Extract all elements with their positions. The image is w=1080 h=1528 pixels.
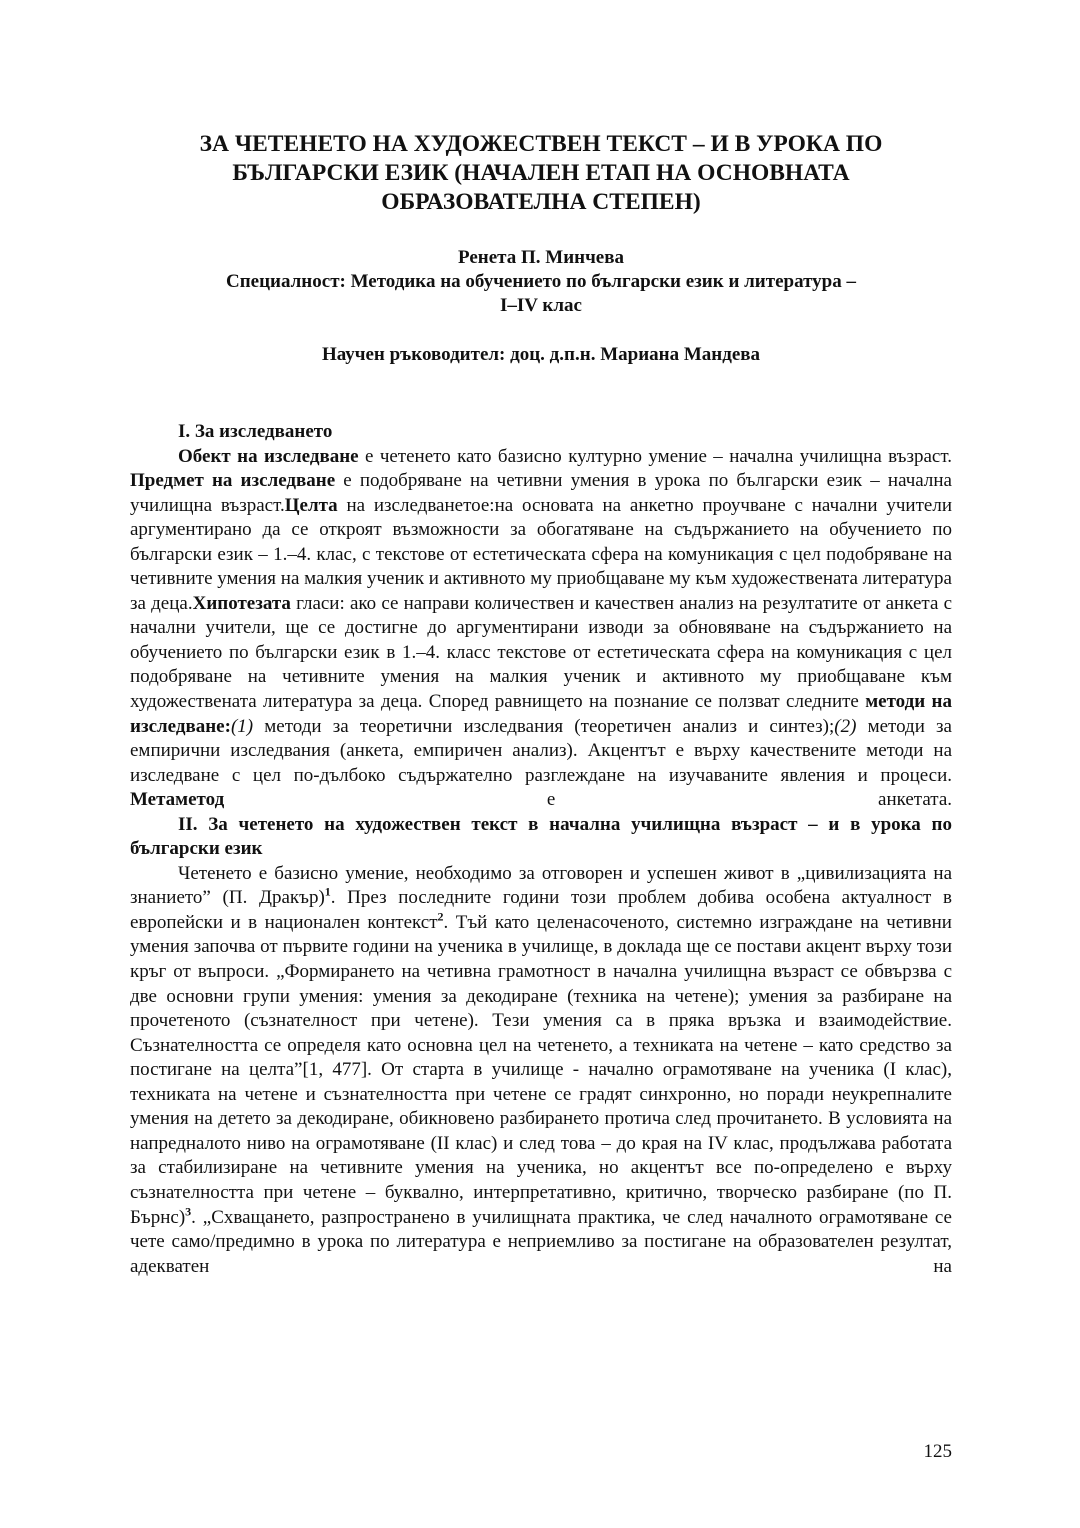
paragraph-text: методи за теоретични изследвания (теоретичен анализ и синтез); bbox=[253, 715, 835, 737]
paragraph-text: е подобряване на четивни умения в урока по български език – начална училищна възраст. bbox=[130, 470, 952, 516]
title-line: ЗА ЧЕТЕНЕТО НА ХУДОЖЕСТВЕН ТЕКСТ – И В УРОКА ПО bbox=[199, 131, 883, 157]
section-heading: I. За изследването bbox=[178, 421, 333, 442]
paragraph bbox=[130, 445, 952, 813]
bold-term: Целта bbox=[284, 494, 338, 516]
paragraph-text: . През последните години този проблем добива особена актуалност в европейски и в национален контекст bbox=[130, 887, 952, 933]
title-line: БЪЛГАРСКИ ЕЗИК (НАЧАЛЕН ЕТАП НА ОСНОВНАТА bbox=[232, 160, 850, 186]
specialty-line: Специалност: Методика на обучението по български език и литература – bbox=[225, 271, 856, 292]
paragraph-text: е анкетата. bbox=[224, 789, 952, 811]
paragraph-text: на изследванетое:на основата на анкетно проучване с начални учители аргументирано да се откроят възможности за обогатяване на съдържанието на обучението по български език – 1.–4. клас, с текстове от естетическата сфера на комуникация с цел подобряване на четивните умения на малкия ученик и активното му приобщаване му към художествената литература за деца. bbox=[130, 494, 952, 614]
paragraph bbox=[130, 862, 952, 1279]
paragraph-text: . Тъй като целенасоченото, системно изграждане на четивни умения започва от първите години на ученика в училище, в доклада ще се постави акцент върху този кръг от въпроси. „Формирането на четивна грамотност в начална училищна възраст се обвързва с две основни групи умения: умения за декодиране (техника на четене); умения за разбиране на прочетеното (съзнателност при четене). Тези умения са в пряка връзка и взаимодействие. Съзнателността се определя като основна цел на четенето, а техниката на четене – като средство за постигане на целта”[1, 477]. От старта в училище - начално ограмотяване на ученика (I клас), техниката на четене и съзнателността при четене се градят синхронно, но поради неукрепналите умения на детето за декодиране, обикновено разбирането протича след прочитането. В условията на напредналото ниво на ограмотяване (II клас) и след това – до края на IV клас, продължава работата за стабилизиране на четивните умения на ученика, но акцентът все по-определено е върху съзнателността при четене – буквално, интерпретативно, критично, творческо разбиране (по П. Бърнс) bbox=[130, 911, 952, 1228]
bold-term: Хипотезата bbox=[192, 592, 291, 614]
paper-title bbox=[130, 130, 952, 217]
paper-body bbox=[130, 420, 952, 1279]
bold-term: методи на изследване: bbox=[130, 691, 952, 737]
paragraph-text: Четенето е базисно умение, необходимо за отговорен и успешен живот в „цивилизацията на знанието” (П. Дракър) bbox=[130, 862, 952, 909]
author-name: Ренета П. Минчева bbox=[458, 247, 624, 268]
paragraph-text: гласи: ако се направи количествен и качествен анализ на резултатите от анкета с начални учители, ще се достигне до аргументирани изводи за обновяване на съдържанието на обучението по български език в 1.–4. класс текстове от естетическата сфера на комуникация с цел подобряване на четивните умения на малкия ученик и активното му приобщаване към художествената литература за деца. Според равнището на познание се ползват следните bbox=[130, 592, 953, 713]
specialty-line: I–IV клас bbox=[500, 295, 582, 316]
italic-marker: (1) bbox=[230, 715, 254, 737]
section-heading: II. За четенето на художествен текст в начална училищна възраст – и в урока по български език bbox=[130, 813, 952, 860]
footnote-ref: 2 bbox=[437, 909, 444, 924]
bold-term: Предмет на изследване bbox=[130, 470, 336, 492]
title-line: ОБРАЗОВАТЕЛНА СТЕПЕН) bbox=[381, 189, 701, 215]
paragraph-text: е четенето като базисно културно умение – начална училищна възраст. bbox=[358, 445, 952, 467]
scientific-advisor: Научен ръководител: доц. д.п.н. Мариана Мандева bbox=[321, 344, 761, 365]
paragraph-text: методи за емпирични изследвания (анкета, емпиричен анализ). Акцентът е върху качествените методи на изследване с цел по-дълбоко съдържателно разглеждане на изучаваните явления и процеси. bbox=[130, 715, 952, 786]
page-number: 125 bbox=[923, 1441, 952, 1462]
italic-marker: (2) bbox=[834, 715, 857, 737]
paragraph-text: . „Схващането, разпространено в училищната практика, че след началното ограмотяване се чете само/предимно в урока по литература е неприемливо за постигане на образователен резултат, адекватен на bbox=[130, 1206, 952, 1277]
bold-term: Обект на изследване bbox=[178, 445, 359, 467]
footnote-ref: 1 bbox=[324, 885, 331, 900]
footnote-ref: 3 bbox=[185, 1204, 192, 1219]
bold-term: Метаметод bbox=[130, 789, 225, 811]
